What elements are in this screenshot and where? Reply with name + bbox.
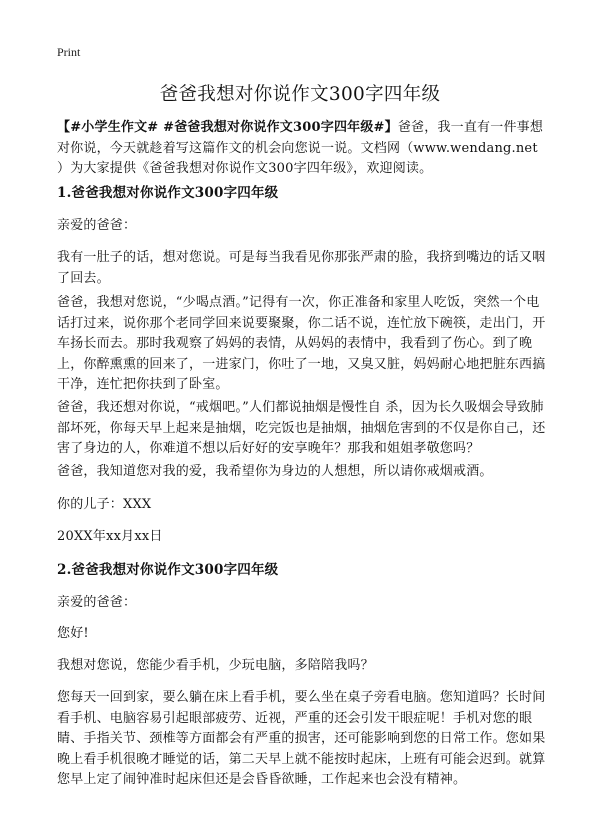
section2-paragraph-1: 我想对您说，您能少看手机，少玩电脑，多陪陪我吗？ [57, 658, 374, 673]
section1-heading: 1.爸爸我想对你说作文300字四年级 [57, 185, 279, 201]
section2-salutation: 亲爱的爸爸： [57, 595, 137, 610]
section1-paragraph-3: 爸爸，我还想对你说，“戒烟吧。”人们都说抽烟是慢性自 杀，因为长久吸烟会导致肺部坏死，你每天早上起来是抽烟，吃完饭也是抽烟，抽烟危害到的不仅是你自己，还害了身边的人，你难道不想以后好好的安享晚年？那我和姐姐孝敬您吗？ [57, 400, 546, 456]
section1-signature: 你的儿子：XXX [57, 497, 152, 512]
page-title: 爸爸我想对你说作文300字四年级 [159, 84, 441, 105]
section2-heading: 2.爸爸我想对你说作文300字四年级 [57, 562, 279, 578]
intro-text: 爸爸，我一直有一件事想对你说，今天就趁着写这篇作文的机会向您说一说。文档网（www.wendang.net ）为大家提供《爸爸我想对你说作文300字四年级》，欢迎阅读。 [57, 120, 544, 176]
intro-paragraph [57, 118, 547, 180]
section1-paragraph-2: 爸爸，我想对您说，“少喝点酒。”记得有一次，你正准备和家里人吃饭，突然一个电话打过来，说你那个老同学回来说要聚聚，你二话不说，连忙放下碗筷，走出门，开车扬长而去。那时我观察了妈妈的表情，从妈妈的表情中，我看到了伤心。到了晚上，你醉熏熏的回来了，一进家门，你吐了一地，又臭又脏，妈妈耐心地把脏东西搞干净，连忙把你扶到了卧室。 [57, 295, 546, 392]
print-label: Print [57, 45, 81, 59]
section1-paragraph-4: 爸爸，我知道您对我的爱，我希望你为身边的人想想，所以请你戒烟戒酒。 [57, 464, 493, 479]
intro-tag: 【#小学生作文# #爸爸我想对你说作文300字四年级#】 [57, 120, 398, 135]
section1-salutation: 亲爱的爸爸： [57, 218, 137, 233]
section1-paragraph-1: 我有一肚子的话，想对您说。可是每当我看见你那张严肃的脸，我挤到嘴边的话又咽了回去。 [57, 250, 546, 286]
section2-paragraph-2: 您每天一回到家，要么躺在床上看手机，要么坐在桌子旁看电脑。您知道吗？长时间看手机、电脑容易引起眼部疲劳、近视，严重的还会引发干眼症呢！手机对您的眼睛、手指关节、颈椎等方面都会有严重的损害，还可能影响到您的日常工作。您如果晚上看手机很晚才睡觉的话，第二天早上就不能按时起床，上班有可能会迟到。就算您早上定了闹钟准时起床但还是会昏昏欲睡，工作起来也会没有精神。 [57, 690, 546, 787]
section1-date: 20XX年xx月xx日 [57, 529, 163, 544]
section2-greeting: 您好! [57, 626, 89, 641]
